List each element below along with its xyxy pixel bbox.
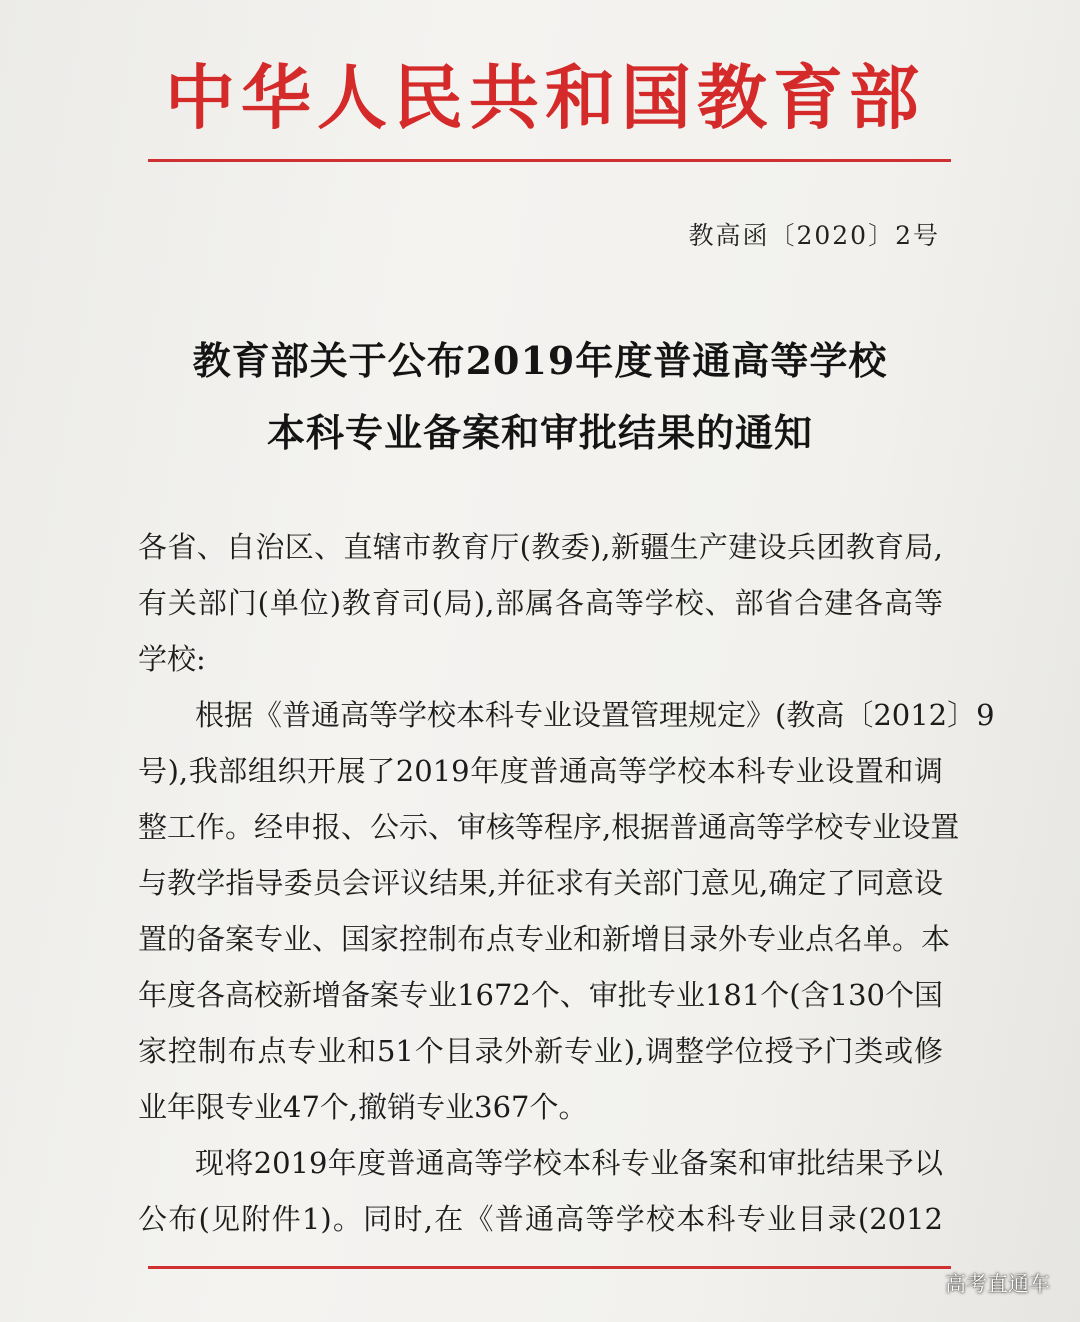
body-line: 整工作。经申报、公示、审核等程序,根据普通高等学校专业设置 [138,810,960,844]
footer-red-rule [148,1266,951,1269]
body-line: 各省、自治区、直辖市教育厅(教委),新疆生产建设兵团教育局, [138,530,943,564]
watermark: 高考直通车 [945,1272,1050,1296]
body-line: 年度各高校新增备案专业1672个、审批专业181个(含130个国 [138,978,943,1012]
body-line: 置的备案专业、国家控制布点专业和新增目录外专业点名单。本 [138,922,951,956]
title-line-1: 教育部关于公布2019年度普通高等学校 [192,338,888,383]
body-line: 有关部门(单位)教育司(局),部属各高等学校、部省合建各高等 [138,586,943,620]
body-line: 业年限专业47个,撤销专业367个。 [138,1090,588,1124]
body-line: 号),我部组织开展了2019年度普通高等学校本科专业设置和调 [138,754,943,788]
document-number: 教高函〔2020〕2号 [688,221,940,250]
body-line: 学校: [138,642,206,676]
body-line: 家控制布点专业和51个目录外新专业),调整学位授予门类或修 [138,1034,943,1068]
masthead: 中华人民共和国教育部 [165,57,925,139]
body-line: 现将2019年度普通高等学校本科专业备案和审批结果予以 [195,1146,943,1180]
body-line: 根据《普通高等学校本科专业设置管理规定》(教高〔2012〕9 [195,698,995,732]
masthead-red-rule [148,159,951,162]
body-line: 公布(见附件1)。同时,在《普通高等学校本科专业目录(2012 [138,1202,943,1236]
body-line: 与教学指导委员会评议结果,并征求有关部门意见,确定了同意设 [138,866,943,900]
title-line-2: 本科专业备案和审批结果的通知 [266,410,813,455]
